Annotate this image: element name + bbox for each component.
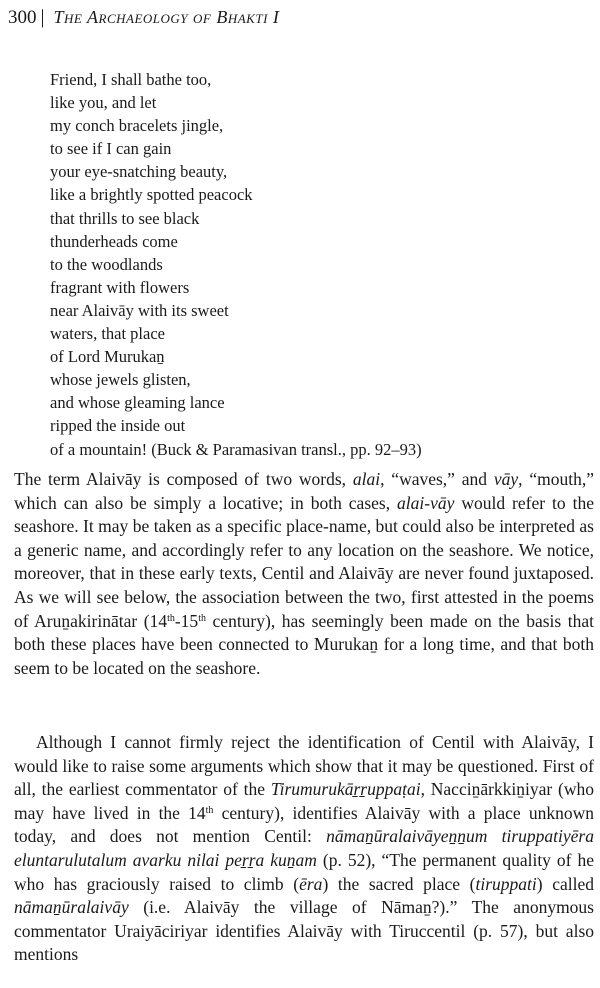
italic-term: nāman̠ūralaivāyen̠n̠um tiruppatiyēra eluntarulutalum avarku nilai per̠r̠a kun̠am xyxy=(14,826,594,870)
italic-term: alai xyxy=(352,469,381,489)
poem-line: your eye-snatching beauty, xyxy=(50,162,228,182)
body-paragraph-1 xyxy=(14,468,594,680)
body-paragraph-2 xyxy=(14,731,594,967)
poem-line: ripped the inside out xyxy=(50,416,186,436)
page-number: 300 xyxy=(8,7,37,28)
poem-line: thunderheads come xyxy=(50,231,178,251)
poem-line: near Alaivāy with its sweet xyxy=(50,300,229,320)
italic-term: tiruppati xyxy=(475,873,537,894)
paragraph-text: , Naccin̠ārkkin̠iyar (who may have lived in the 14 xyxy=(14,779,594,823)
poem-line: Friend, I shall bathe too, xyxy=(50,70,212,89)
poem-line: that thrills to see black xyxy=(50,208,200,228)
superscript: th xyxy=(205,804,214,816)
italic-term: Tirumurukār̠r̠uppaṭai xyxy=(270,779,421,800)
paragraph-text: century), identifies Alaivāy with a place unknown today, and does not mention Centil: xyxy=(14,802,594,847)
paragraph-text: -15 xyxy=(174,610,199,631)
poem-line: my conch bracelets jingle, xyxy=(50,116,224,136)
poem-line: of Lord Murukan̠ xyxy=(50,347,165,367)
italic-term: vāy xyxy=(493,469,519,489)
paragraph-text: (i.e. Alaivāy the village of Nāman̠?).” The anonymous commentator Uraiyāciriyar identifies Alaivāy with Tiruccentil (p. 57), but also mentions xyxy=(14,897,594,965)
poem-line: of a mountain! (Buck & Paramasivan transl., pp. 92–93) xyxy=(50,439,422,459)
poem-line: and whose gleaming lance xyxy=(50,393,225,413)
italic-term: nāman̠ūralaivāy xyxy=(14,897,129,918)
superscript: th xyxy=(167,612,175,624)
poem-line: like you, and let xyxy=(50,93,157,113)
italic-term: alai-vāy xyxy=(397,492,455,513)
poem-block xyxy=(50,68,590,461)
paragraph-text: century), has seemingly been made on the basis that both these places have been connected to Murukan̠ for a long time, and that both seem to be located on the seashore. xyxy=(14,610,594,678)
poem-line: to see if I can gain xyxy=(50,139,172,159)
poem-line: like a brightly spotted peacock xyxy=(50,185,253,205)
running-title: The Archaeology of Bhakti I xyxy=(53,7,280,27)
paragraph-text: (p. 52), “The permanent quality of he who has graciously raised to climb ( xyxy=(14,849,594,894)
poem-line: waters, that place xyxy=(50,324,165,344)
running-header xyxy=(8,2,598,32)
paragraph-text: ) the sacred place ( xyxy=(322,873,476,894)
paragraph-text: , “waves,” and xyxy=(380,469,494,489)
paragraph-text: , “mouth,” which can also be simply a locative; in both cases, xyxy=(14,469,594,513)
poem-line: to the woodlands xyxy=(50,254,163,274)
poem-line: whose jewels glisten, xyxy=(50,370,191,390)
paragraph-text: Although I cannot firmly reject the identification of Centil with Alaivāy, I would like to raise some arguments which show that it may be questioned. First of all, the earliest commentator of the xyxy=(14,732,594,800)
superscript: th xyxy=(198,612,206,624)
italic-term: ēra xyxy=(299,873,323,894)
paragraph-text: The term Alaivāy is composed of two words, xyxy=(14,469,353,489)
paragraph-text: ) called xyxy=(536,873,594,894)
header-separator: | xyxy=(40,6,45,28)
poem-line: fragrant with flowers xyxy=(50,277,190,297)
paragraph-text: would refer to the seashore. It may be taken as a specific place-name, but could also be interpreted as a generic name, and accordingly refer to any location on the seashore. We notice, moreover, that in these early texts, Centil and Alaivāy are never found juxtaposed. As we will see below, the association between the two, first attested in the poems of Arun̠akirinātar (14 xyxy=(14,492,594,631)
